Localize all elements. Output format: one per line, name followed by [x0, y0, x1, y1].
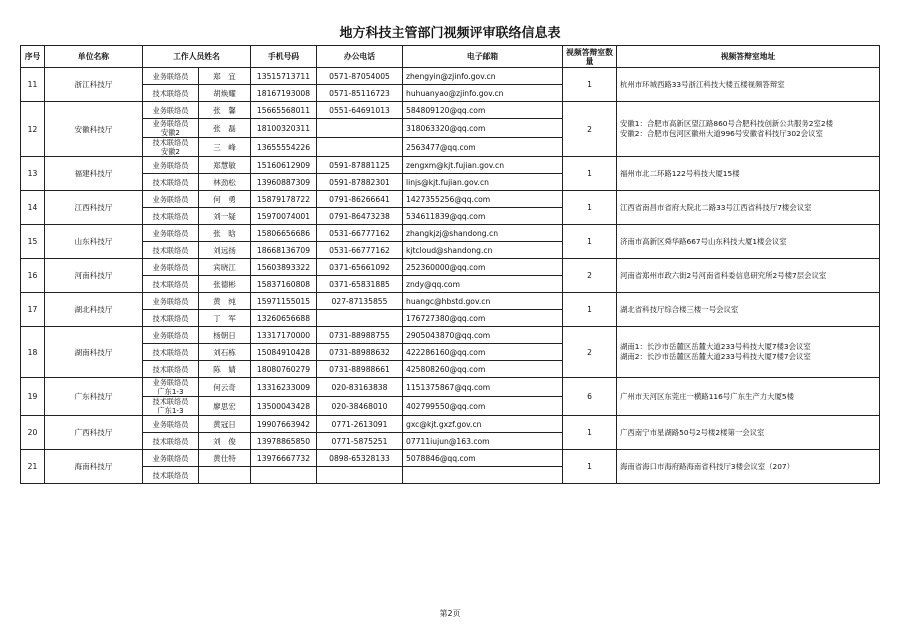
room-address: 安徽1：合肥市高新区望江路860号合肥科技创新公共服务2室2楼 安徽2：合肥市包河区徽州大道996号安徽省科技厅302会议室	[617, 102, 880, 157]
email-address: 1151375867@qq.com	[403, 378, 563, 397]
room-address: 济南市高新区舜华路667号山东科技大厦1楼会议室	[617, 225, 880, 259]
office-phone	[317, 138, 403, 157]
email-address: linjs@kjt.fujian.gov.cn	[403, 174, 563, 191]
table-row	[21, 102, 880, 119]
room-count: 1	[563, 157, 617, 191]
staff-role: 业务联络员	[143, 191, 199, 208]
room-count: 1	[563, 450, 617, 484]
mobile-number: 13260656688	[251, 310, 317, 327]
staff-name: 何云奇	[199, 378, 251, 397]
header-no: 序号	[21, 46, 45, 68]
staff-name: 张 馨	[199, 102, 251, 119]
unit-name: 广西科技厅	[45, 416, 143, 450]
header-staff: 工作人员姓名	[143, 46, 251, 68]
staff-name: 黄仕特	[199, 450, 251, 467]
email-address: 07711iujun@163.com	[403, 433, 563, 450]
office-phone: 0791-86473238	[317, 208, 403, 225]
room-address: 海南省海口市海府路海南省科技厅3楼会议室（207）	[617, 450, 880, 484]
row-number: 19	[21, 378, 45, 416]
room-count: 1	[563, 225, 617, 259]
mobile-number: 13960887309	[251, 174, 317, 191]
mobile-number: 18100320311	[251, 119, 317, 138]
email-address: 176727380@qq.com	[403, 310, 563, 327]
unit-name: 江西科技厅	[45, 191, 143, 225]
mobile-number: 15879178722	[251, 191, 317, 208]
email-address: 534611839@qq.com	[403, 208, 563, 225]
email-address: 2563477@qq.com	[403, 138, 563, 157]
staff-name: 黄冠日	[199, 416, 251, 433]
staff-role: 技术联络员	[143, 276, 199, 293]
office-phone: 0371-65831885	[317, 276, 403, 293]
office-phone: 0791-86266641	[317, 191, 403, 208]
staff-role: 技术联络员	[143, 433, 199, 450]
table-body	[21, 68, 880, 484]
row-number: 15	[21, 225, 45, 259]
staff-name: 廖思宏	[199, 397, 251, 416]
room-count: 1	[563, 416, 617, 450]
unit-name: 山东科技厅	[45, 225, 143, 259]
staff-role: 业务联络员	[143, 327, 199, 344]
staff-name: 张 磊	[199, 119, 251, 138]
unit-name: 安徽科技厅	[45, 102, 143, 157]
row-number: 11	[21, 68, 45, 102]
row-number: 20	[21, 416, 45, 450]
table-row	[21, 327, 880, 344]
row-number: 17	[21, 293, 45, 327]
staff-name: 刘一疑	[199, 208, 251, 225]
office-phone	[317, 467, 403, 484]
room-address: 河南省郑州市政六街2号河南省科委信息研究所2号楼7层会议室	[617, 259, 880, 293]
room-count: 2	[563, 327, 617, 378]
row-number: 21	[21, 450, 45, 484]
mobile-number: 15971155015	[251, 293, 317, 310]
page-number: 第2页	[439, 609, 461, 618]
mobile-number: 18080760279	[251, 361, 317, 378]
office-phone: 0591-87881125	[317, 157, 403, 174]
mobile-number: 13655554226	[251, 138, 317, 157]
staff-name: 张德彬	[199, 276, 251, 293]
staff-role: 技术联络员 安徽2	[143, 138, 199, 157]
email-address: 402799550@qq.com	[403, 397, 563, 416]
office-phone: 0571-85116723	[317, 85, 403, 102]
staff-name: 张 晗	[199, 225, 251, 242]
office-phone: 027-87135855	[317, 293, 403, 310]
staff-role: 业务联络员	[143, 157, 199, 174]
table-row	[21, 259, 880, 276]
mobile-number: 15084910428	[251, 344, 317, 361]
mobile-number: 13500043428	[251, 397, 317, 416]
staff-role: 业务联络员	[143, 68, 199, 85]
room-address: 湖北省科技厅综合楼三楼一号会议室	[617, 293, 880, 327]
header-room-address: 视频答辩室地址	[617, 46, 880, 68]
room-address: 江西省南昌市省府大院北二路33号江西省科技厅7楼会议室	[617, 191, 880, 225]
staff-role: 技术联络员	[143, 174, 199, 191]
email-address: 584809120@qq.com	[403, 102, 563, 119]
mobile-number	[251, 467, 317, 484]
staff-name: 丁 军	[199, 310, 251, 327]
email-address: zhangkjzj@shandong.cn	[403, 225, 563, 242]
staff-name: 林劲松	[199, 174, 251, 191]
staff-role: 技术联络员	[143, 344, 199, 361]
staff-name: 陈 婧	[199, 361, 251, 378]
header-tel: 办公电话	[317, 46, 403, 68]
room-address: 湖南1：长沙市岳麓区岳麓大道233号科技大厦7楼3会议室 湖南2：长沙市岳麓区岳麓大道233号科技大厦7楼7会议室	[617, 327, 880, 378]
unit-name: 湖北科技厅	[45, 293, 143, 327]
office-phone: 0531-66777162	[317, 225, 403, 242]
unit-name: 海南科技厅	[45, 450, 143, 484]
office-phone: 0591-87882301	[317, 174, 403, 191]
unit-name: 湖南科技厅	[45, 327, 143, 378]
email-address: zhengyin@zjinfo.gov.cn	[403, 68, 563, 85]
mobile-number: 19907663942	[251, 416, 317, 433]
table-row	[21, 416, 880, 433]
room-count: 6	[563, 378, 617, 416]
email-address: 5078846@qq.com	[403, 450, 563, 467]
table-row	[21, 293, 880, 310]
office-phone: 0531-66777162	[317, 242, 403, 259]
email-address: 425808260@qq.com	[403, 361, 563, 378]
staff-name: 刘 俊	[199, 433, 251, 450]
office-phone	[317, 119, 403, 138]
table-row	[21, 378, 880, 397]
table-row	[21, 157, 880, 174]
mobile-number: 15806656686	[251, 225, 317, 242]
mobile-number: 13976667732	[251, 450, 317, 467]
staff-name: 三 峰	[199, 138, 251, 157]
staff-name: 何 勇	[199, 191, 251, 208]
mobile-number: 15160612909	[251, 157, 317, 174]
room-count: 1	[563, 293, 617, 327]
mobile-number: 13515713711	[251, 68, 317, 85]
email-address: huangc@hbstd.gov.cn	[403, 293, 563, 310]
staff-role: 业务联络员	[143, 259, 199, 276]
staff-role: 业务联络员 广东1-3	[143, 378, 199, 397]
office-phone: 0551-64691013	[317, 102, 403, 119]
mobile-number: 13317170000	[251, 327, 317, 344]
staff-name: 胡焕耀	[199, 85, 251, 102]
office-phone: 0571-87054005	[317, 68, 403, 85]
staff-role: 业务联络员	[143, 102, 199, 119]
table-row	[21, 191, 880, 208]
email-address: 318063320@qq.com	[403, 119, 563, 138]
document-title: 地方科技主管部门视频评审联络信息表	[339, 26, 561, 41]
room-count: 1	[563, 191, 617, 225]
staff-role: 技术联络员	[143, 208, 199, 225]
header-unit: 单位名称	[45, 46, 143, 68]
email-address: gxc@kjt.gxzf.gov.cn	[403, 416, 563, 433]
office-phone: 0731-88988632	[317, 344, 403, 361]
mobile-number: 13316233009	[251, 378, 317, 397]
table-row	[21, 450, 880, 467]
office-phone: 0771-5875251	[317, 433, 403, 450]
unit-name: 浙江科技厅	[45, 68, 143, 102]
office-phone: 0771-2613091	[317, 416, 403, 433]
email-address: 2905043870@qq.com	[403, 327, 563, 344]
mobile-number: 18668136709	[251, 242, 317, 259]
table-row	[21, 68, 880, 85]
office-phone	[317, 310, 403, 327]
staff-name: 杨朝日	[199, 327, 251, 344]
office-phone: 020-83163838	[317, 378, 403, 397]
staff-role: 技术联络员 广东1-3	[143, 397, 199, 416]
staff-name: 宾晓江	[199, 259, 251, 276]
header-room-count: 视频答辩室数量	[563, 46, 617, 68]
office-phone: 0731-88988661	[317, 361, 403, 378]
office-phone: 0898-65328133	[317, 450, 403, 467]
staff-role: 技术联络员	[143, 467, 199, 484]
room-count: 2	[563, 259, 617, 293]
staff-name	[199, 467, 251, 484]
staff-role: 技术联络员	[143, 85, 199, 102]
staff-role: 业务联络员	[143, 450, 199, 467]
staff-role: 技术联络员	[143, 361, 199, 378]
office-phone: 0731-88988755	[317, 327, 403, 344]
contact-table	[20, 45, 880, 484]
room-address: 福州市北二环路122号科技大厦15楼	[617, 157, 880, 191]
email-address: zengxm@kjt.fujian.gov.cn	[403, 157, 563, 174]
staff-role: 技术联络员	[143, 242, 199, 259]
staff-role: 业务联络员	[143, 225, 199, 242]
email-address: kjtcloud@shandong.cn	[403, 242, 563, 259]
room-address: 广州市天河区东莞庄一横路116号广东生产力大厦5楼	[617, 378, 880, 416]
office-phone: 020-38468010	[317, 397, 403, 416]
room-address: 杭州市环城西路33号浙江科技大楼五楼视频答辩室	[617, 68, 880, 102]
email-address: zndy@qq.com	[403, 276, 563, 293]
header-email: 电子邮箱	[403, 46, 563, 68]
staff-name: 郑慧敏	[199, 157, 251, 174]
staff-role: 业务联络员 安徽2	[143, 119, 199, 138]
email-address: 422286160@qq.com	[403, 344, 563, 361]
table-header-row	[21, 46, 880, 68]
mobile-number: 15603893322	[251, 259, 317, 276]
mobile-number: 13978865850	[251, 433, 317, 450]
mobile-number: 15970074001	[251, 208, 317, 225]
room-address: 广西南宁市星湖路50号2号楼2楼第一会议室	[617, 416, 880, 450]
staff-role: 技术联络员	[143, 310, 199, 327]
row-number: 18	[21, 327, 45, 378]
email-address: 1427355256@qq.com	[403, 191, 563, 208]
office-phone: 0371-65661092	[317, 259, 403, 276]
row-number: 14	[21, 191, 45, 225]
staff-name: 黄 纯	[199, 293, 251, 310]
staff-role: 业务联络员	[143, 293, 199, 310]
unit-name: 福建科技厅	[45, 157, 143, 191]
staff-role: 业务联络员	[143, 416, 199, 433]
unit-name: 广东科技厅	[45, 378, 143, 416]
room-count: 2	[563, 102, 617, 157]
staff-name: 刘石栋	[199, 344, 251, 361]
mobile-number: 15837160808	[251, 276, 317, 293]
staff-name: 郑 宜	[199, 68, 251, 85]
table-row	[21, 225, 880, 242]
row-number: 16	[21, 259, 45, 293]
header-mobile: 手机号码	[251, 46, 317, 68]
staff-name: 刘远扬	[199, 242, 251, 259]
row-number: 12	[21, 102, 45, 157]
mobile-number: 18167193008	[251, 85, 317, 102]
row-number: 13	[21, 157, 45, 191]
email-address: 252360000@qq.com	[403, 259, 563, 276]
mobile-number: 15665568011	[251, 102, 317, 119]
unit-name: 河南科技厅	[45, 259, 143, 293]
email-address: huhuanyao@zjinfo.gov.cn	[403, 85, 563, 102]
email-address	[403, 467, 563, 484]
room-count: 1	[563, 68, 617, 102]
